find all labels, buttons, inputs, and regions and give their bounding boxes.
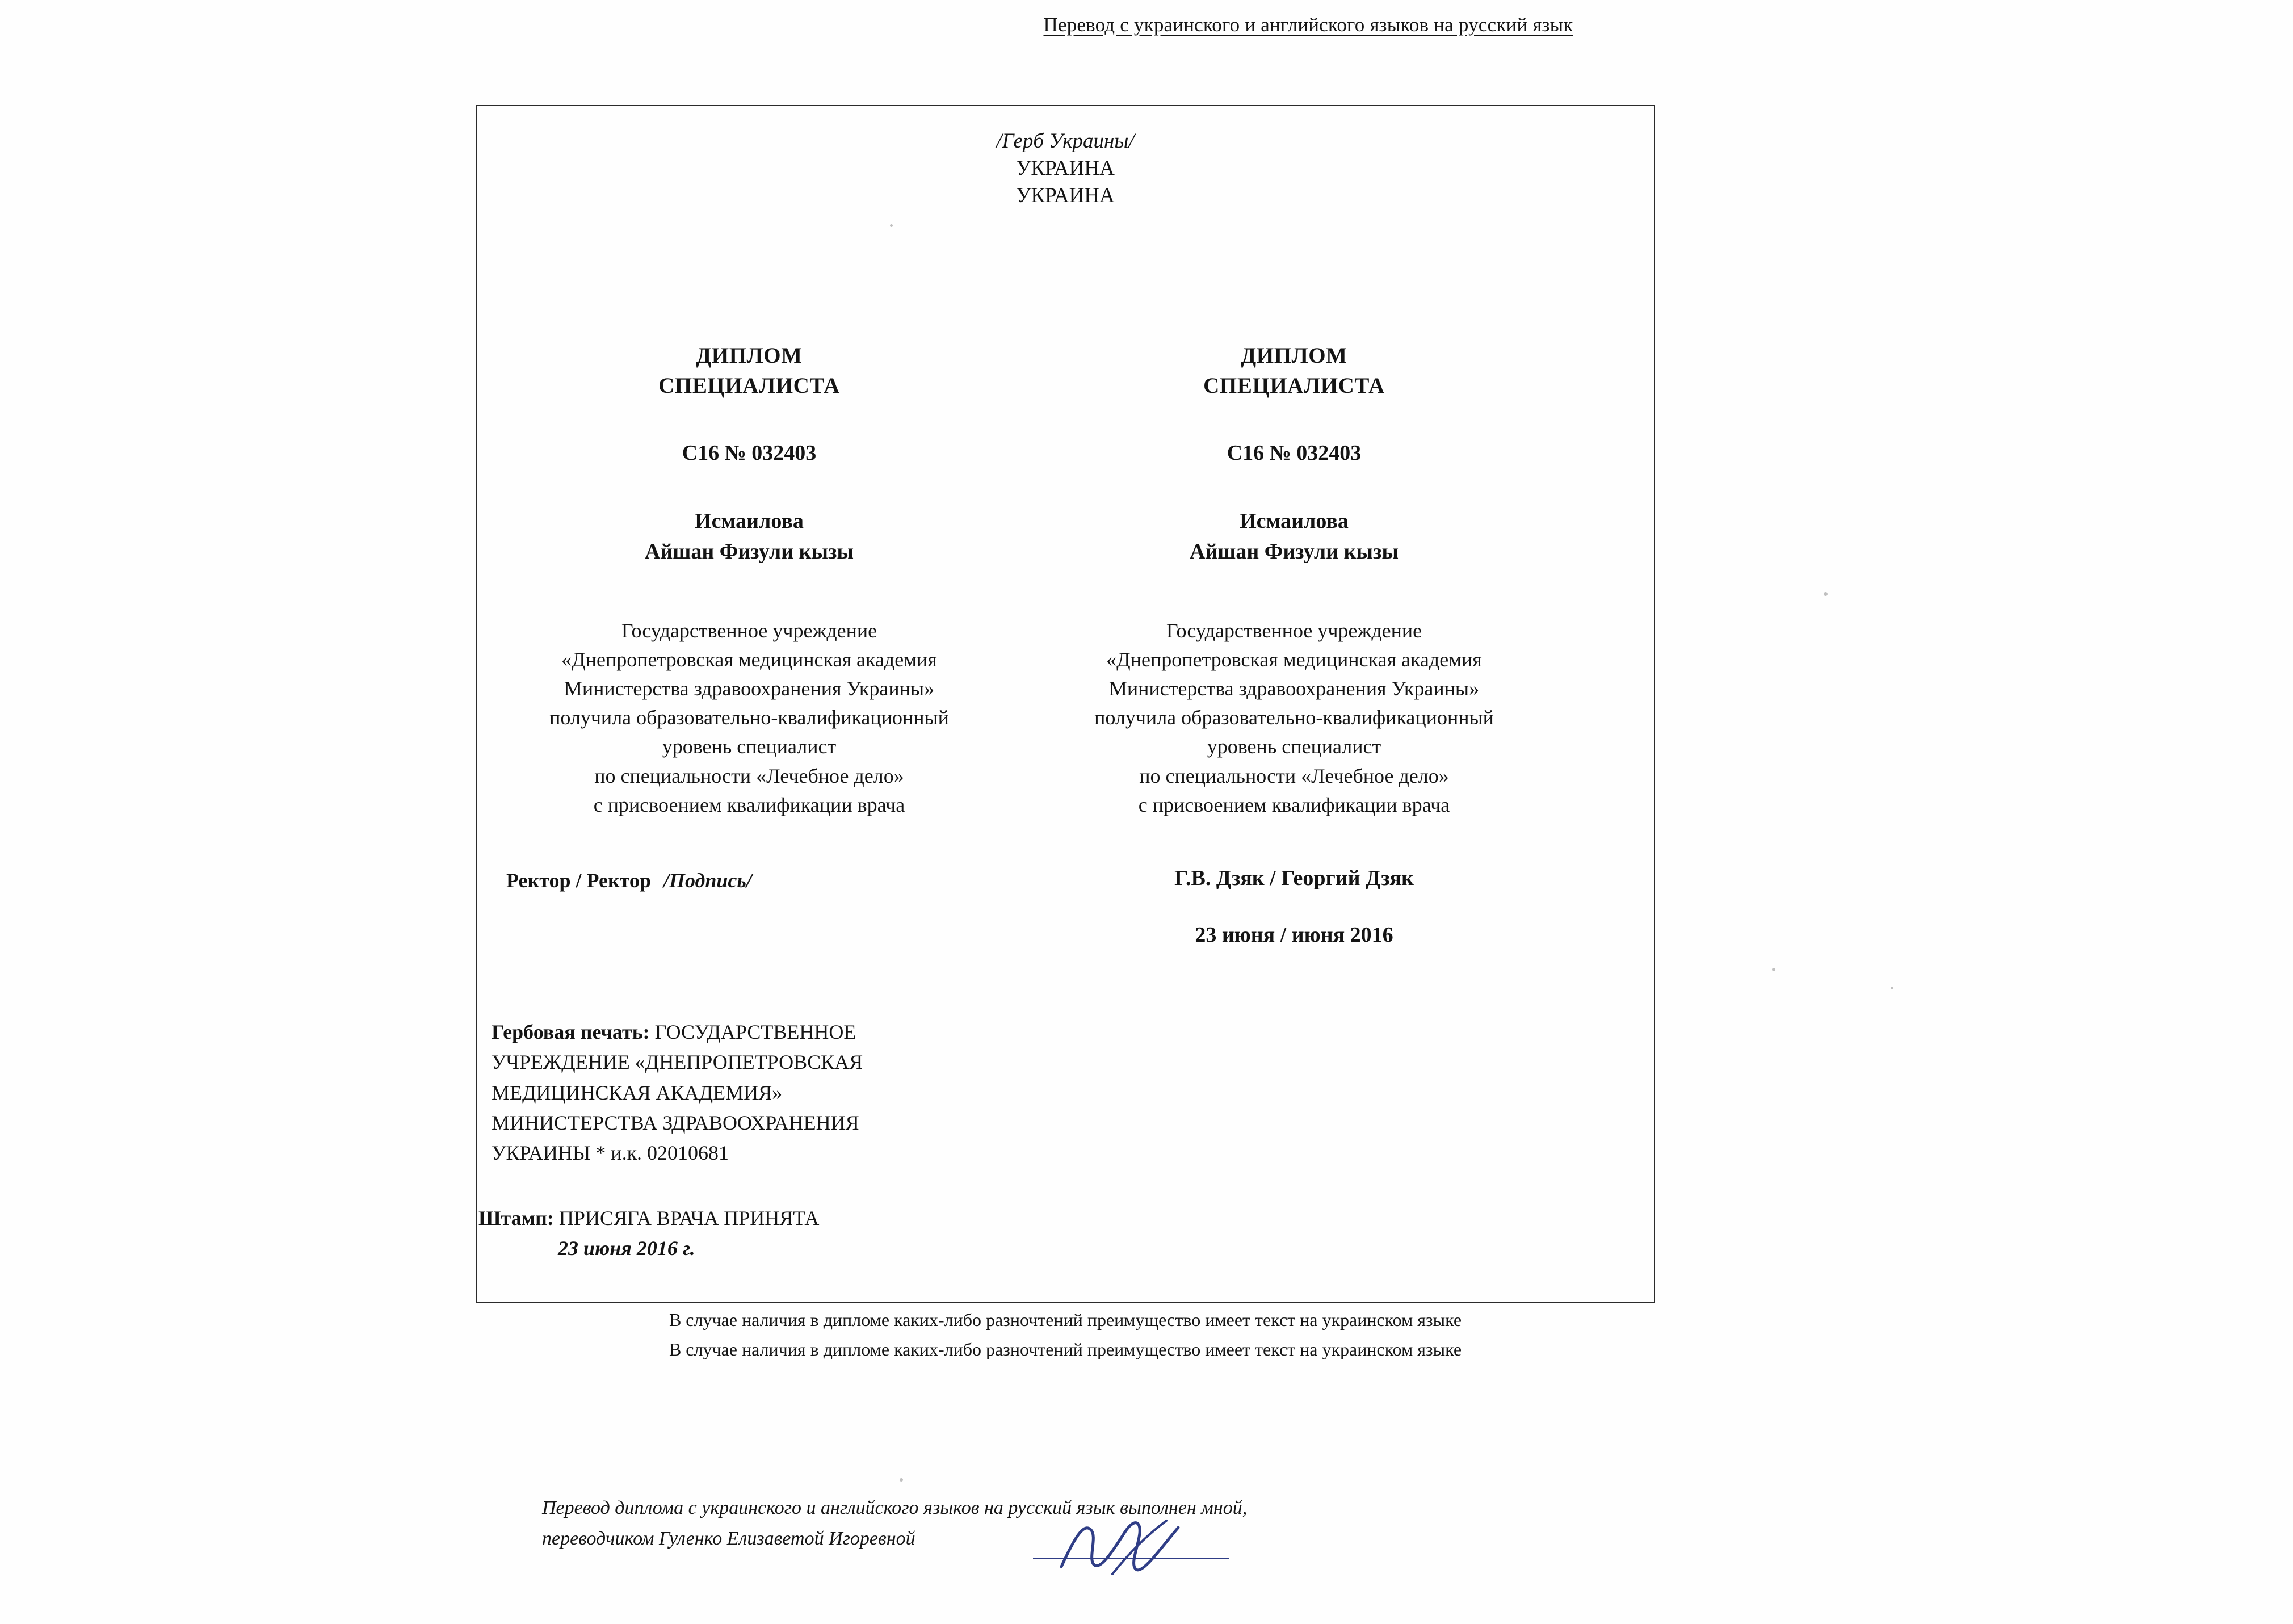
translator-line1: Перевод диплома с украинского и английского языков на русский язык выполнен мной, [542,1497,1248,1518]
holder-name-left [499,506,999,568]
country-line-english: УКРАИНА [1016,184,1115,208]
seal-description [492,1017,1173,1168]
seal-line5: УКРАИНЫ * и.к. 02010681 [492,1142,729,1165]
holder-given-name-right: Айшан Физули кызы [1189,540,1399,564]
body-line5-left: уровень специалист [662,735,837,758]
footnote-line1: В случае наличия в дипломе каких-либо разночтений преимущество имеет текст на украинском языке [669,1310,1462,1330]
body-line2-right: «Днепропетровская медицинская академия [1106,648,1482,672]
footnotes [476,1306,1655,1365]
diploma-number-right: С16 № 032403 [1227,441,1362,465]
body-line6-left: по специальности «Лечебное дело» [594,764,904,787]
seal-line4: МИНИСТЕРСТВА ЗДРАВООХРАНЕНИЯ [492,1111,859,1134]
scan-speck [900,1478,903,1482]
body-line7-right: с присвоением квалификации врача [1138,793,1450,816]
scan-speck [1772,968,1775,971]
diploma-body-right [1044,616,1544,820]
body-line4-right: получила образовательно-квалификационный [1094,706,1494,729]
translator-statement [542,1493,1564,1555]
stamp-date: 23 июня 2016 г. [558,1237,695,1260]
holder-name-right [1044,506,1544,568]
stamp-description [478,1203,1160,1264]
body-line2-left: «Днепропетровская медицинская академия [561,648,937,672]
holder-surname-left: Исмаилова [695,509,804,534]
rector-signature-line [499,868,1017,892]
seal-line3: МЕДИЦИНСКАЯ АКАДЕМИЯ» [492,1081,783,1104]
scan-speck [1891,987,1893,989]
body-line7-left: с присвоением квалификации врача [593,793,905,816]
holder-surname-right: Исмаилова [1240,509,1349,534]
diploma-date: 23 июня / июня 2016 [1195,923,1393,947]
diploma-title-line2-left: СПЕЦИАЛИСТА [658,374,840,398]
body-line3-right: Министерства здравоохранения Украины» [1108,677,1480,700]
diploma-title-right [1044,341,1544,401]
country-line-ukrainian: УКРАИНА [1016,157,1115,181]
diploma-body-left [499,616,999,820]
diploma-column-right [1044,341,1544,820]
translation-header: Перевод с украинского и английского языков на русский язык [1043,14,1573,36]
diploma-title-line1-left: ДИПЛОМ [696,343,803,368]
diploma-title-line2-right: СПЕЦИАЛИСТА [1203,374,1385,398]
rector-signature-mark: /Подпись/ [663,869,752,892]
rector-name: Г.В. Дзяк / Георгий Дзяк [1174,866,1414,890]
diploma-column-left [499,341,999,820]
seal-line1: ГОСУДАРСТВЕННОЕ [654,1021,856,1043]
coat-of-arms-note: /Герб Украины/ [996,129,1135,153]
diploma-number-left: С16 № 032403 [682,441,817,465]
body-line3-left: Министерства здравоохранения Украины» [564,677,935,700]
seal-label: Гербовая печать: [492,1021,650,1043]
scan-speck [890,224,893,227]
emblem-block [476,128,1655,209]
body-line5-right: уровень специалист [1207,735,1381,758]
footnote-line2: В случае наличия в дипломе каких-либо разночтений преимущество имеет текст на украинском языке [669,1338,1462,1359]
translator-signature-rule [1033,1558,1229,1559]
stamp-label: Штамп: [478,1207,554,1229]
body-line6-right: по специальности «Лечебное дело» [1139,764,1449,787]
seal-line2: УЧРЕЖДЕНИЕ «ДНЕПРОПЕТРОВСКАЯ [492,1051,863,1074]
rector-label: Ректор / Ректор [506,869,651,892]
diploma-title-line1-right: ДИПЛОМ [1241,343,1347,368]
scan-speck [1824,592,1828,596]
holder-given-name-left: Айшан Физули кызы [644,540,854,564]
body-line4-left: получила образовательно-квалификационный [549,706,949,729]
translator-line2: переводчиком Гуленко Елизаветой Игоревной [542,1528,915,1550]
body-line1-left: Государственное учреждение [621,619,877,642]
stamp-text: ПРИСЯГА ВРАЧА ПРИНЯТА [558,1207,820,1229]
body-line1-right: Государственное учреждение [1166,619,1422,642]
diploma-title-left [499,341,999,401]
